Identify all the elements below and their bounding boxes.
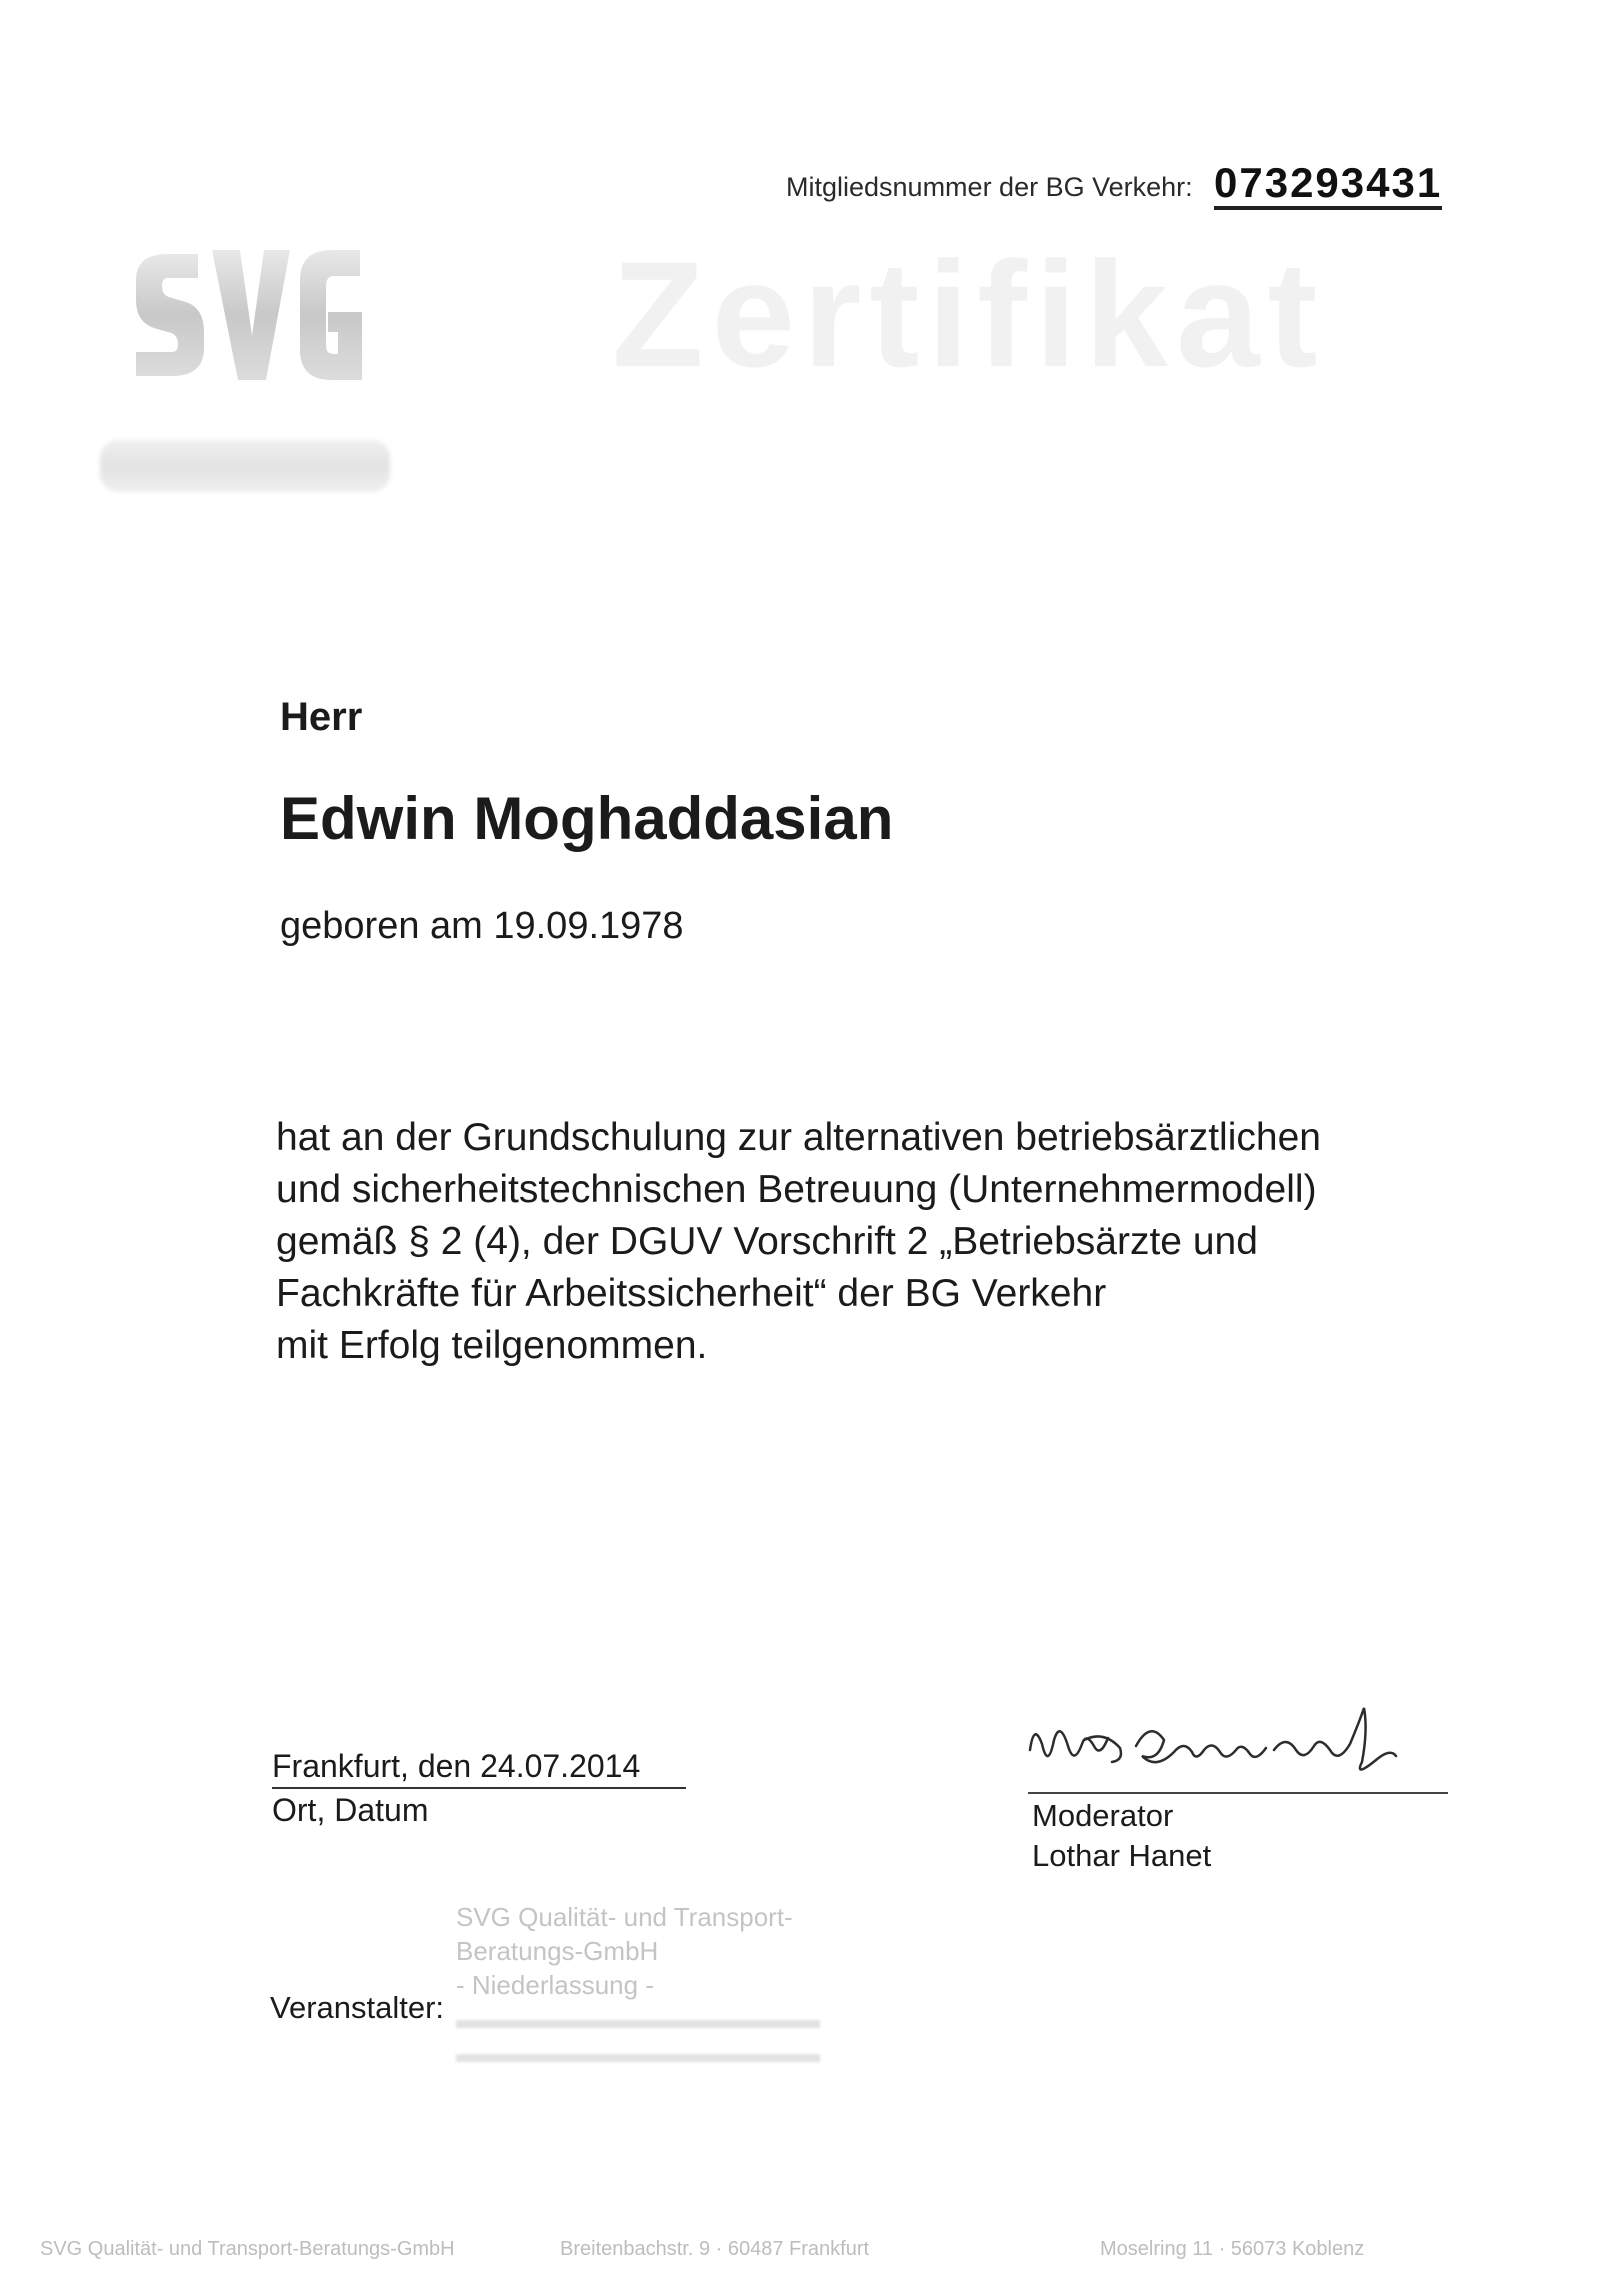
footer-address-frankfurt: Breitenbachstr. 9 · 60487 Frankfurt xyxy=(560,2238,870,2260)
body-line: mit Erfolg teilgenommen. xyxy=(276,1324,708,1367)
stamp-faint-line: ▬▬▬▬▬▬▬▬▬▬▬▬▬▬ xyxy=(456,2038,820,2068)
moderator-role: Moderator xyxy=(1032,1798,1174,1833)
recipient-name: Edwin Moghaddasian xyxy=(280,785,894,852)
body-line: und sicherheitstechnischen Betreuung (Unternehmermodell) xyxy=(276,1168,1317,1211)
body-line: hat an der Grundschulung zur alternativen betriebsärztlichen xyxy=(276,1116,1321,1159)
svg-logo xyxy=(128,240,368,390)
moderator-name: Lothar Hanet xyxy=(1032,1838,1212,1873)
organizer-label: Veranstalter: xyxy=(270,1990,445,2025)
birth-date: geboren am 19.09.1978 xyxy=(280,905,684,947)
footer-company: SVG Qualität- und Transport-Beratungs-GmbH xyxy=(40,2238,455,2260)
member-number: 073293431 xyxy=(1214,160,1442,210)
stamp-faint-line: ▬▬▬▬▬▬▬▬▬▬▬▬▬▬ xyxy=(456,2004,820,2034)
stamp-line: SVG Qualität- und Transport- xyxy=(456,1902,793,1932)
certificate-watermark-title: Zertifikat xyxy=(612,230,1326,398)
logo-tagline-band xyxy=(100,440,390,492)
certificate-body xyxy=(276,1112,1321,1372)
signature-graphic xyxy=(1024,1700,1444,1792)
stamp-line: Beratungs-GmbH xyxy=(456,1936,659,1966)
member-number-label: Mitgliedsnummer der BG Verkehr: xyxy=(786,172,1193,202)
organizer-stamp xyxy=(456,1900,876,2070)
stamp-line: - Niederlassung - xyxy=(456,1970,654,2000)
signature-line xyxy=(1028,1792,1448,1794)
place-date-label: Ort, Datum xyxy=(272,1792,429,1828)
svg-logo-graphic xyxy=(128,240,368,390)
body-line: Fachkräfte für Arbeitssicherheit“ der BG Verkehr xyxy=(276,1272,1107,1315)
moderator-signature xyxy=(1024,1700,1444,1792)
footer-address-koblenz: Moselring 11 · 56073 Koblenz xyxy=(1100,2238,1365,2260)
salutation: Herr xyxy=(280,695,363,739)
place-date-value: Frankfurt, den 24.07.2014 xyxy=(272,1748,686,1789)
body-line: gemäß § 2 (4), der DGUV Vorschrift 2 „Betriebsärzte und xyxy=(276,1220,1258,1263)
